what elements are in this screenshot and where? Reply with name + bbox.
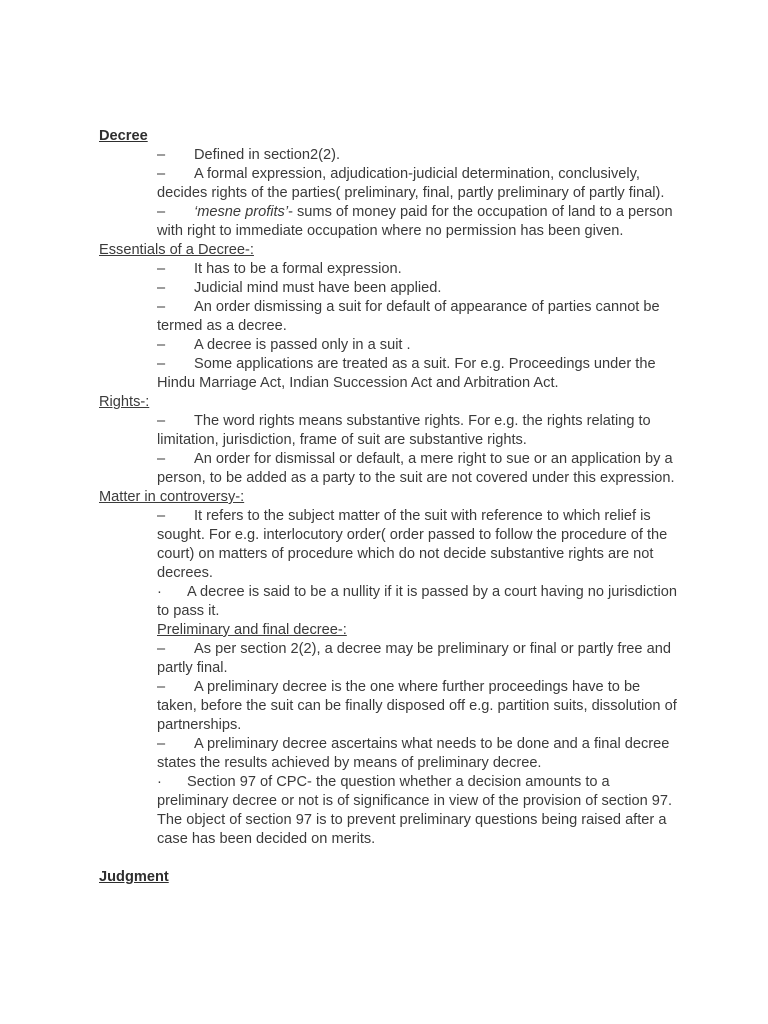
essentials-item-2: – Judicial mind must have been applied.: [157, 280, 442, 296]
nullity-item: · A decree is said to be a nullity if it is passed by a court having no jurisdiction to pass it.: [157, 584, 677, 619]
spacer: [99, 849, 679, 868]
essentials-item-5: – Some applications are treated as a suit. For e.g. Proceedings under the Hindu Marriage Act, Indian Succession Act and Arbitration Act.: [157, 356, 656, 391]
dot-marker: ·: [157, 774, 162, 790]
decree-item-3: – ‘mesne profits’- sums of money paid for the occupation of land to a person with right to immediate occupation where no permission has been given.: [157, 204, 673, 239]
heading-essentials: Essentials of a Decree-:: [99, 242, 254, 258]
document-body: [99, 127, 679, 887]
heading-preliminary-final-decree: Preliminary and final decree-:: [157, 622, 347, 638]
heading-judgment: Judgment: [99, 869, 169, 885]
essentials-item-4: – A decree is passed only in a suit .: [157, 337, 411, 353]
section-97-item: · Section 97 of CPC- the question whether a decision amounts to a preliminary decree or not is of significance in view of the provision of section 97. The object of section 97 is to prevent preliminary questions being raised after a case has been decided on merits.: [157, 774, 673, 847]
heading-matter-in-controversy: Matter in controversy-:: [99, 489, 245, 505]
preliminary-item-3: – A preliminary decree ascertains what needs to be done and a final decree states the results achieved by means of preliminary decree.: [157, 736, 670, 771]
mesne-profits-term: ‘mesne profits’: [194, 204, 289, 220]
decree-item-1: – Defined in section2(2).: [157, 147, 341, 163]
preliminary-item-1: – As per section 2(2), a decree may be preliminary or final or partly free and partly final.: [157, 641, 671, 676]
dash-marker: –: [157, 356, 166, 372]
dash-marker: –: [157, 299, 166, 315]
dash-marker: –: [157, 280, 166, 296]
dash-marker: –: [157, 261, 166, 277]
dash-marker: –: [157, 508, 166, 524]
heading-decree: Decree: [99, 128, 148, 144]
heading-rights: Rights-:: [99, 394, 150, 410]
dash-marker: –: [157, 204, 166, 220]
dash-marker: –: [157, 736, 166, 752]
preliminary-item-2: – A preliminary decree is the one where further proceedings have to be taken, before the suit can be finally disposed off e.g. partition suits, dissolution of partnerships.: [157, 679, 677, 733]
essentials-item-3: – An order dismissing a suit for default of appearance of parties cannot be termed as a decree.: [157, 299, 660, 334]
controversy-item-1: – It refers to the subject matter of the suit with reference to which relief is sought. For e.g. interlocutory order( order passed to follow the procedure of the court) on matters of procedure which do not decide substantive rights are not decrees.: [157, 508, 668, 581]
dot-marker: ·: [157, 584, 162, 600]
rights-item-1: – The word rights means substantive rights. For e.g. the rights relating to limitation, jurisdiction, frame of suit are substantive rights.: [157, 413, 651, 448]
dash-marker: –: [157, 679, 166, 695]
dash-marker: –: [157, 166, 166, 182]
dash-marker: –: [157, 641, 166, 657]
dash-marker: –: [157, 451, 166, 467]
dash-marker: –: [157, 147, 166, 163]
dash-marker: –: [157, 337, 166, 353]
rights-item-2: – An order for dismissal or default, a mere right to sue or an application by a person, to be added as a party to the suit are not covered under this expression.: [157, 451, 675, 486]
essentials-item-1: – It has to be a formal expression.: [157, 261, 402, 277]
dash-marker: –: [157, 413, 166, 429]
decree-item-2: – A formal expression, adjudication-judicial determination, conclusively, decides rights of the parties( preliminary, final, partly preliminary of partly final).: [157, 166, 665, 201]
